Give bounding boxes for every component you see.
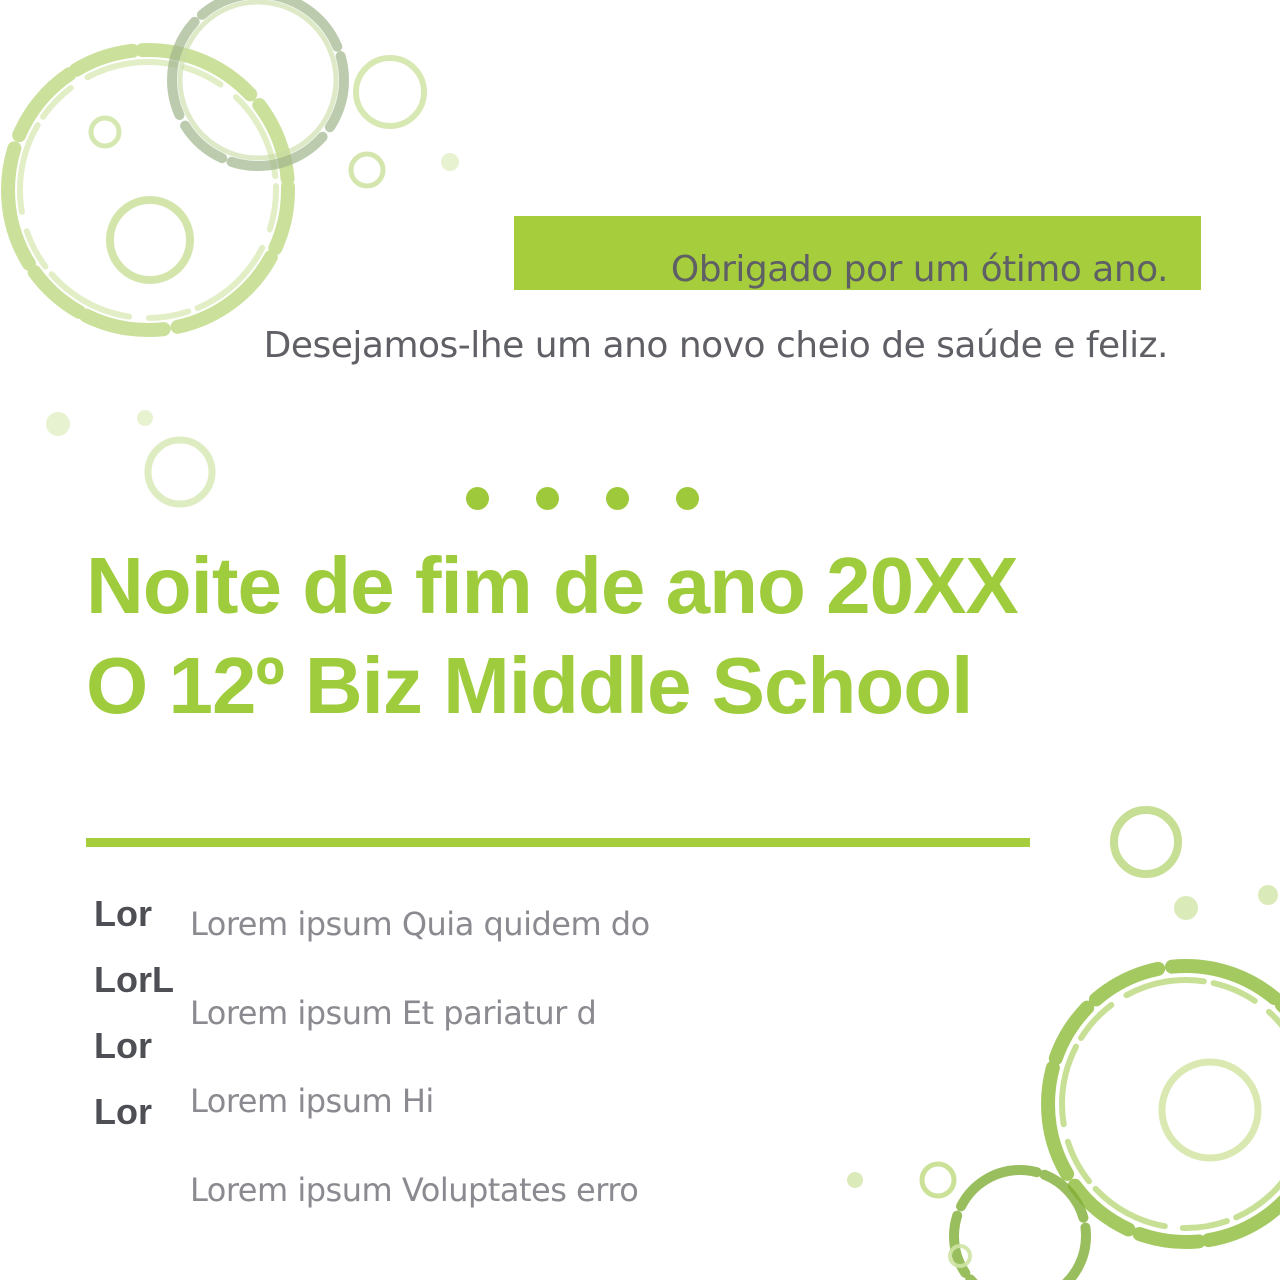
dot [536,487,559,510]
thanks-message: Obrigado por um ótimo ano. [670,249,1168,290]
dot-separator [466,487,699,510]
detail-item-1: Lorem ipsum Quia quidem do [190,905,650,943]
new-year-wishes: Desejamos-lhe um ano novo cheio de saúde e feliz. [263,325,1168,366]
label-1: Lor [94,893,152,934]
event-title-line-1: Noite de fim de ano 20XX [86,541,1018,630]
dot [606,487,629,510]
detail-item-3: Lorem ipsum Hi [190,1082,434,1120]
event-title [86,536,1018,736]
event-title-line-2: O 12º Biz Middle School [86,641,973,730]
decorative-circles-top-left [0,0,520,520]
label-3: Lor [94,1025,152,1066]
detail-item-4: Lorem ipsum Voluptates erro [190,1171,639,1209]
dot [466,487,489,510]
label-4: Lor [94,1091,152,1132]
label-2: LorL [94,959,174,1000]
divider [86,838,1030,847]
dot [676,487,699,510]
detail-item-2: Lorem ipsum Et pariatur d [190,994,597,1032]
